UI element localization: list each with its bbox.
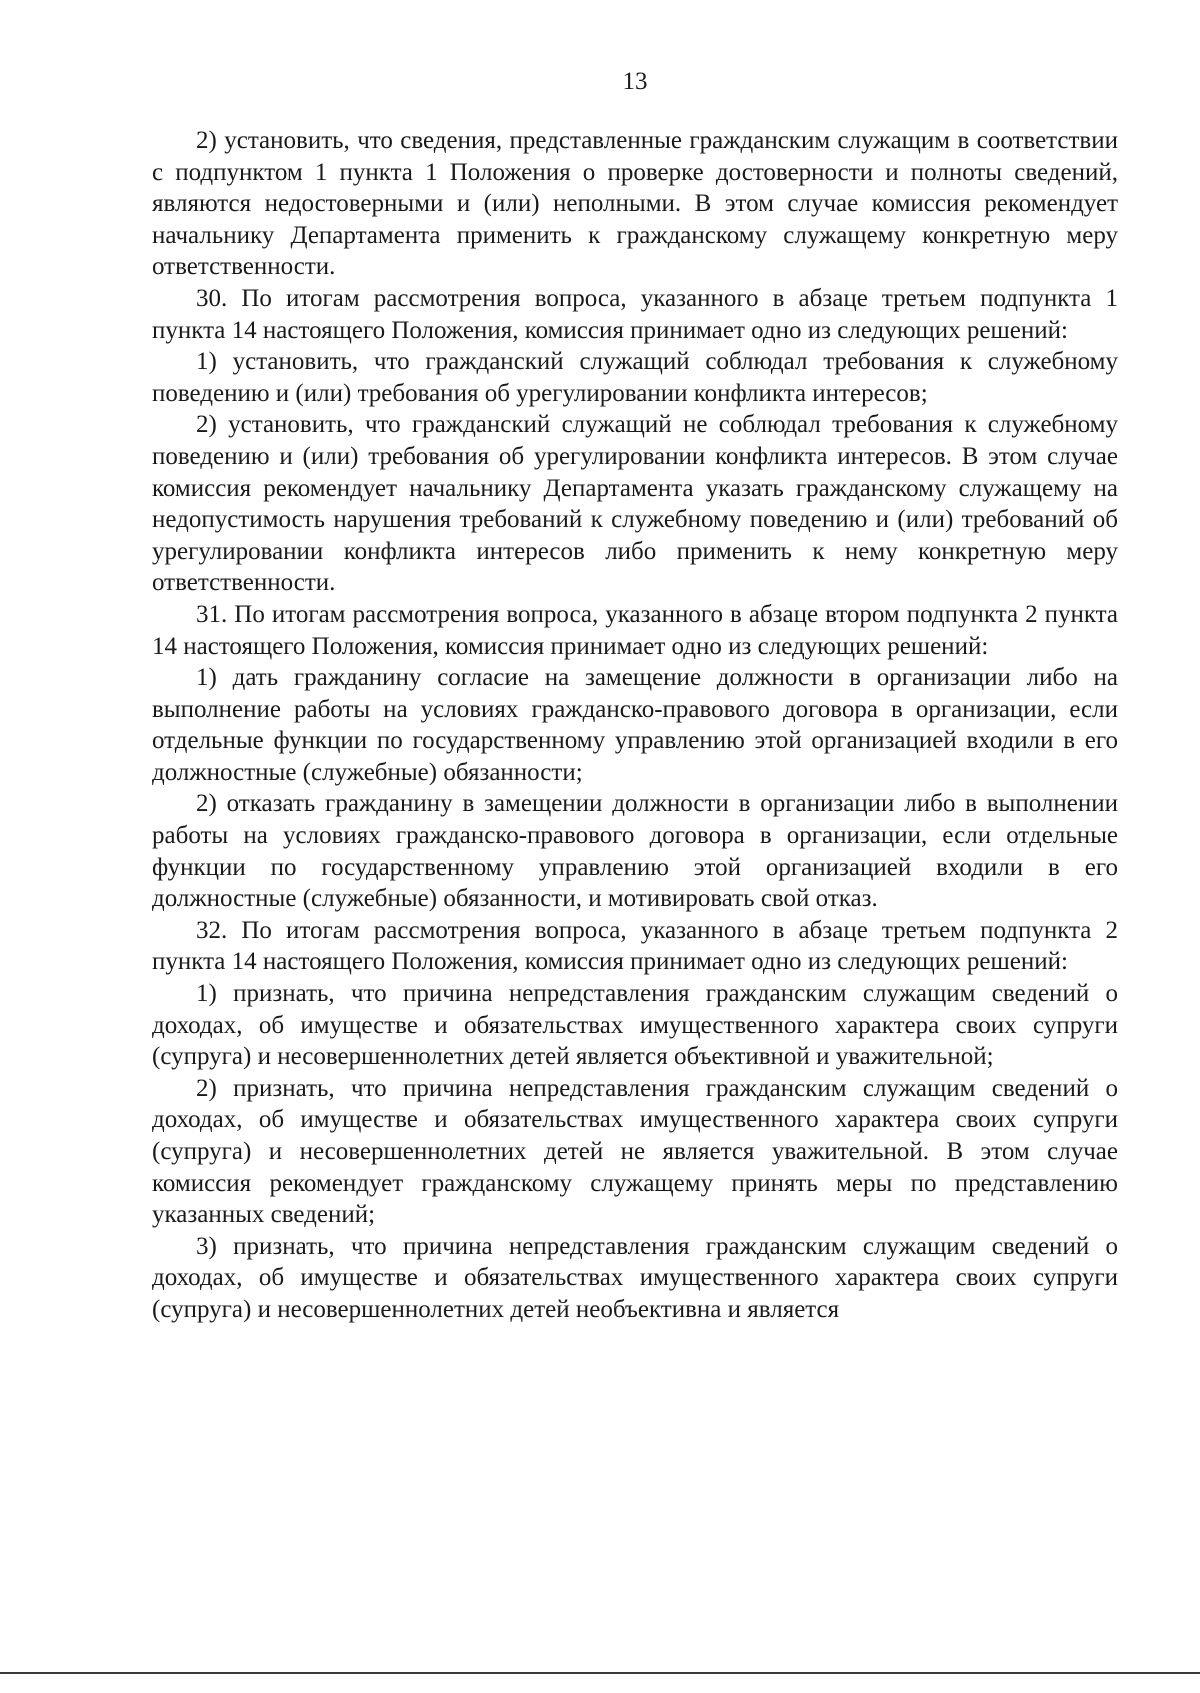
paragraph-31-item-1: 1) дать гражданину согласие на замещение должности в организации либо на выполнение работы на условиях гражданско-правового договора в организации, если отдельные функции по государственному управлению этой организацией входили в его должностные (служебные) обязанности; (152, 664, 1118, 786)
paragraph-30-item-1: 1) установить, что гражданский служащий соблюдал требования к служебному поведению и (или) требования об урегулировании конфликта интересов; (152, 348, 1118, 407)
page-number: 13 (622, 68, 648, 95)
paragraph-32-item-1: 1) признать, что причина непредставления гражданским служащим сведений о доходах, об имуществе и обязательствах имущественного характера своих супруги (супруга) и несовершеннолетних детей является объективной и уважительной; (152, 980, 1118, 1071)
paragraph-31-intro: 31. По итогам рассмотрения вопроса, указанного в абзаце втором подпункта 2 пункта 14 настоящего Положения, комиссия принимает одно из следующих решений: (152, 600, 1118, 660)
paragraph-30-item-2: 2) установить, что гражданский служащий не соблюдал требования к служебному поведению и (или) требования об урегулировании конфликта интересов. В этом случае комиссия рекомендует начальнику Департамента указать гражданскому служащему на недопустимость нарушения требований к служебному поведению и (или) требований об урегулировании конфликта интересов либо применить к нему конкретную меру ответственности. (152, 411, 1118, 597)
paragraph-30-intro: 30. По итогам рассмотрения вопроса, указанного в абзаце третьем подпункта 1 пункта 14 настоящего Положения, комиссия принимает одно из следующих решений: (152, 284, 1118, 344)
page-bottom-rule (0, 1672, 1200, 1674)
paragraph-29-item-2: 2) установить, что сведения, представленные гражданским служащим в соответствии с подпунктом 1 пункта 1 Положения о проверке достоверности и полноты сведений, являются недостоверными и (или) неполными. В этом случае комиссия рекомендует начальнику Департамента применить к гражданскому служащему конкретную меру ответственности. (152, 127, 1118, 281)
paragraph-32-item-2: 2) признать, что причина непредставления гражданским служащим сведений о доходах, об имуществе и обязательствах имущественного характера своих супруги (супруга) и несовершеннолетних детей не является уважительной. В этом случае комиссия рекомендует гражданскому служащему принять меры по представлению указанных сведений; (152, 1074, 1118, 1229)
paragraph-32-item-3: 3) признать, что причина непредставления гражданским служащим сведений о доходах, об имуществе и обязательствах имущественного характера своих супруги (супруга) и несовершеннолетних детей необъективна и является (152, 1232, 1118, 1323)
paragraph-31-item-2: 2) отказать гражданину в замещении должности в организации либо в выполнении работы на условиях гражданско-правового договора в организации, если отдельные функции по государственному управлению этой организацией входили в его должностные (служебные) обязанности, и мотивировать свой отказ. (152, 790, 1118, 913)
document-body (152, 125, 1118, 1326)
paragraph-32-intro: 32. По итогам рассмотрения вопроса, указанного в абзаце третьем подпункта 2 пункта 14 настоящего Положения, комиссия принимает одно из следующих решений: (152, 916, 1118, 976)
